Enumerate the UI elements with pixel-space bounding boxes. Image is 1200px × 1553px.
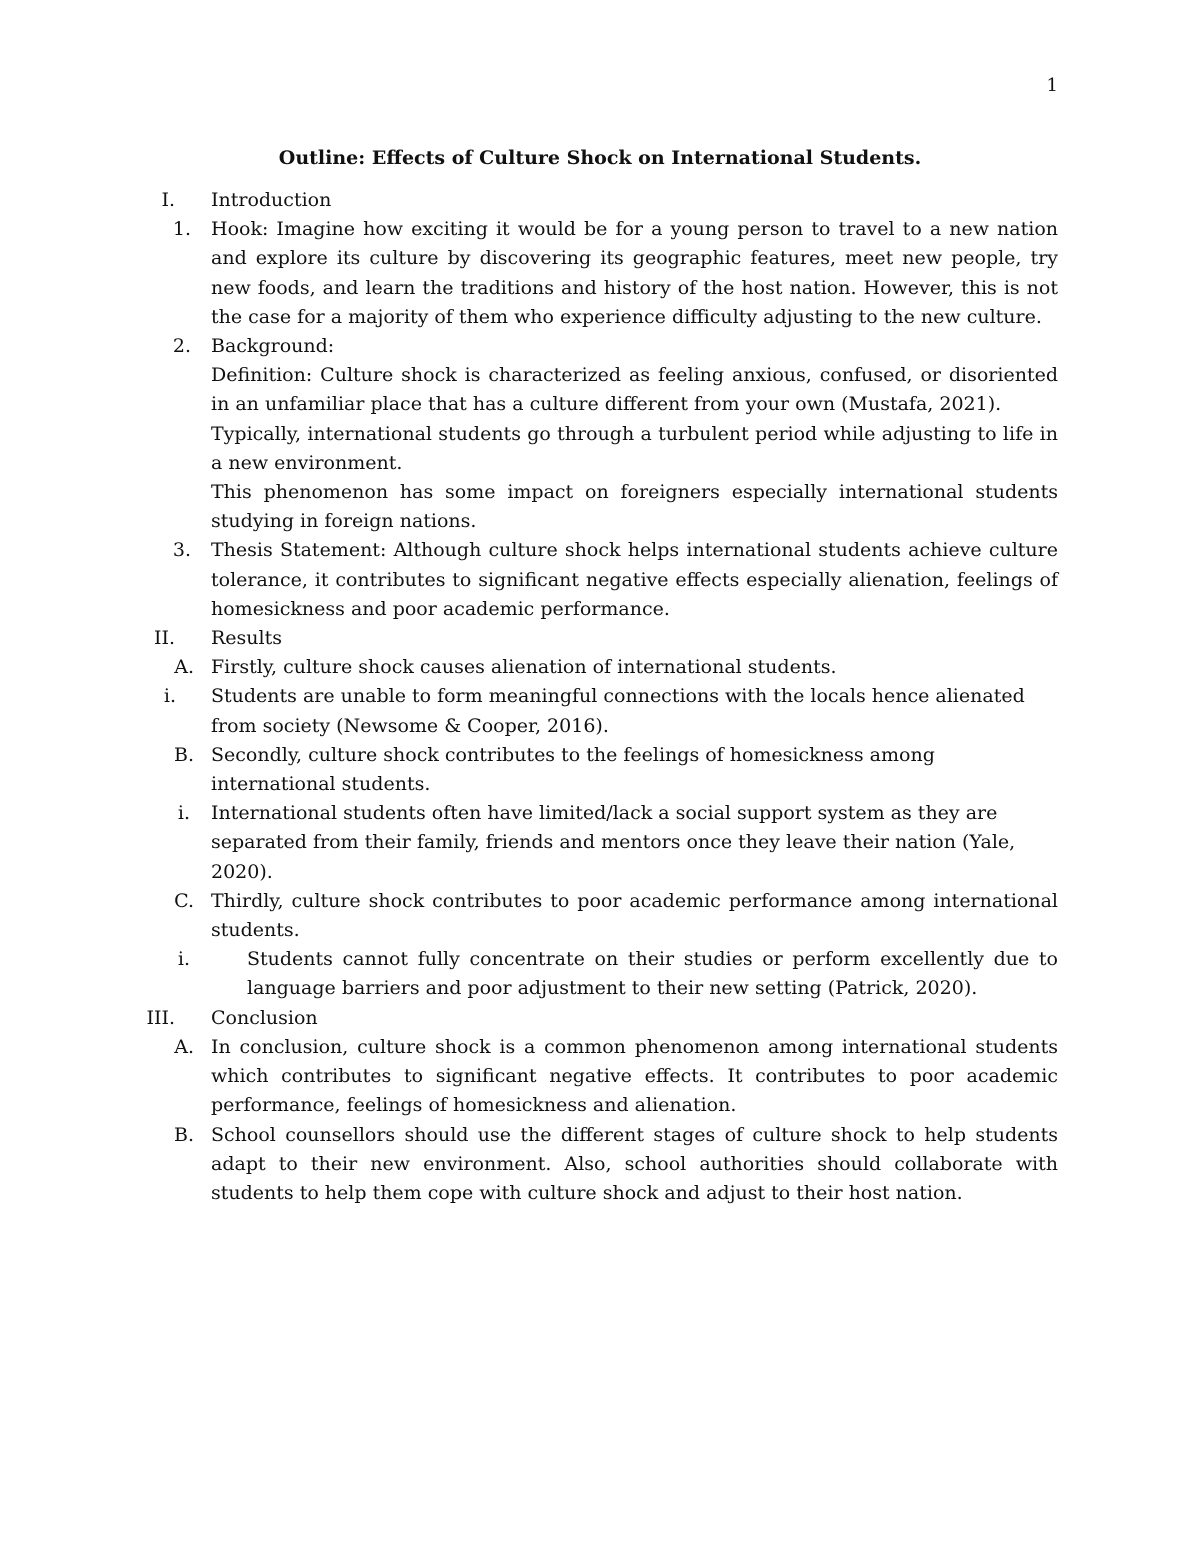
section-heading-introduction xyxy=(0,186,1200,215)
section-heading-text: Introduction xyxy=(211,189,332,211)
point-text: In conclusion, culture shock is a common phenomenon among international students which contributes to significant negative effects. It contributes to poor academic performance, feelings of homesickness and alienation. xyxy=(211,1035,1058,1117)
outline-item xyxy=(0,653,1200,682)
outline-item xyxy=(0,741,1200,799)
item-marker: C. xyxy=(174,889,194,912)
point-text: Firstly, culture shock causes alienation of international students. xyxy=(211,656,837,679)
item-marker: 2. xyxy=(172,335,191,358)
point-text: Secondly, culture shock contributes to the feelings of homesickness among international students. xyxy=(211,743,935,796)
item-marker: i. xyxy=(163,685,176,708)
outline-item xyxy=(0,215,1200,332)
hook-text: Hook: Imagine how exciting it would be for a young person to travel to a new nation and explore its culture by discovering its geographic features, meet new people, try new foods, and learn the traditions and history of the host nation. However, this is not the case for a majority of them who experience difficulty adjusting to the new culture. xyxy=(211,218,1058,328)
outline-item xyxy=(0,799,1200,887)
section-heading-results xyxy=(0,624,1200,653)
outline-item xyxy=(0,478,1200,536)
sub-point-text: Students cannot fully concentrate on their studies or perform excellently due to language barriers and poor adjustment to their new setting (Patrick, 2020). xyxy=(247,948,1058,1000)
background-text: Typically, international students go through a turbulent period while adjusting to life in a new environment. xyxy=(211,422,1058,474)
outline-item xyxy=(0,420,1200,478)
section-heading-text: Conclusion xyxy=(211,1006,318,1029)
point-text: School counsellors should use the different stages of culture shock to help students adapt to their new environment. Also, school authorities should collaborate with students to help them cope with culture shock and adjust to their host nation. xyxy=(211,1123,1058,1204)
point-text: Thirdly, culture shock contributes to poor academic performance among international students. xyxy=(211,889,1058,942)
outline-item xyxy=(0,945,1200,1003)
section-numeral: I. xyxy=(161,189,175,211)
page-number: 1 xyxy=(1046,75,1058,96)
item-marker: B. xyxy=(173,743,194,766)
item-marker: i. xyxy=(177,948,190,971)
section-numeral: III. xyxy=(146,1006,175,1029)
section-heading-conclusion xyxy=(0,1004,1200,1033)
document-title: Outline: Effects of Culture Shock on International Students. xyxy=(278,147,922,169)
outline-item xyxy=(0,1033,1200,1121)
item-marker: B. xyxy=(173,1123,194,1146)
section-heading-text: Results xyxy=(211,627,282,650)
thesis-statement-text: Thesis Statement: Although culture shock helps international students achieve culture tolerance, it contributes to significant negative effects especially alienation, feelings of homesickness and poor academic performance. xyxy=(211,539,1058,620)
outline-item xyxy=(0,682,1200,740)
definition-text: Definition: Culture shock is characterized as feeling anxious, confused, or disoriented in an unfamiliar place that has a culture different from your own (Mustafa, 2021). xyxy=(211,364,1058,416)
outline-item xyxy=(0,332,1200,361)
item-marker: 3. xyxy=(172,539,191,562)
item-marker: A. xyxy=(174,1035,194,1058)
sub-point-text: Students are unable to form meaningful connections with the locals hence alienated from society (Newsome & Cooper, 2016). xyxy=(211,685,1025,737)
section-numeral: II. xyxy=(153,627,175,650)
outline-item xyxy=(0,887,1200,945)
item-marker: i. xyxy=(177,802,190,825)
sub-point-text: International students often have limited/lack a social support system as they are separated from their family, friends and mentors once they leave their nation (Yale, 2020). xyxy=(211,802,1016,883)
item-marker: A. xyxy=(174,656,194,679)
outline-item xyxy=(0,1121,1200,1209)
background-text: This phenomenon has some impact on foreigners especially international students studying in foreign nations. xyxy=(211,481,1058,533)
outline-body xyxy=(0,186,1200,1208)
outline-item xyxy=(0,361,1200,419)
outline-item xyxy=(0,536,1200,624)
background-label: Background: xyxy=(211,335,335,358)
item-marker: 1. xyxy=(172,218,191,241)
